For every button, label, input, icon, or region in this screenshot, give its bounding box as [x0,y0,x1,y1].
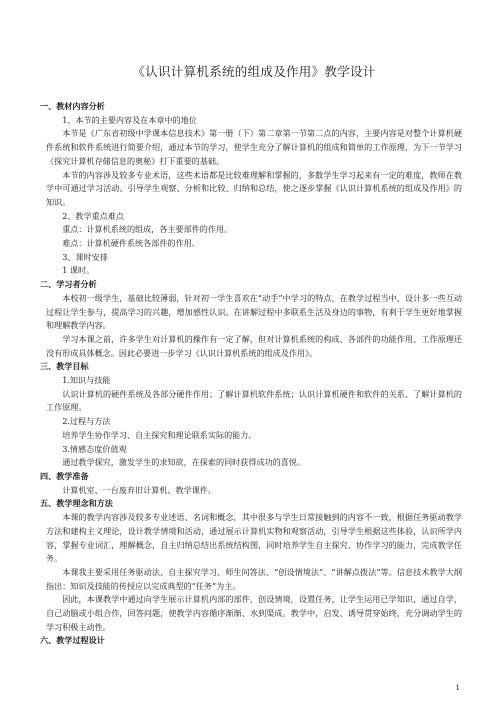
section-heading: 五、教学理念和方法 [40,498,113,509]
paragraph: 重点：计算机系统的组成，各主要部件的作用。 [62,224,233,235]
paragraph: 难点：计算机硬件系统各部件的作用。 [62,238,200,249]
document-body [40,100,462,648]
paragraph: 2.过程与方法 [62,416,111,427]
paragraph: 通过教学探究，激发学生的求知欲，在探索的同时获得成功的喜悦。 [62,457,306,468]
paragraph: 学习本课之前，许多学生对计算机的操作有一定了解，但对计算机系统的构成、各部件的功能作用、工作原理还没有形成具体概念。因此必要进一步学习《认识计算机系统的组成及作用》。 [46,333,462,358]
section-heading: 四、教学准备 [40,470,89,481]
paragraph: 3.情感态度价值观 [62,443,127,454]
paragraph: 本节是《广东省初级中学课本信息技术》第一册（下）第二章第一节第二点的内容，主要内容是对整个计算机硬件系统和软件系统进行简要介绍，通过本节的学习，使学生充分了解计算机的组成和简单的工作原理，为下一节学习《探究计算机存储信息的奥秘》打下重要的基础。 [46,128,462,166]
paragraph: 2、教学重点难点 [62,210,124,221]
section-heading: 三、教学目标 [40,361,89,372]
paragraph: 本节的内容涉及较多专业术语，这些术语都是比较难理解和掌握的，多数学生学习起来有一定的难度，教师在教学中可通过学习活动、引导学生观察、分析和比较、归纳和总结，使之逐步掌握《认识计算机系统的组成及作用》的知识。 [46,169,462,207]
section-heading: 六、教学过程设计 [40,635,105,646]
paragraph: 本校初一级学生，基础比较薄弱，针对初一学生喜欢在“动手”中学习的特点，在教学过程当中，设计多一些互动过程让学生参与，提高学习的兴趣，增加感性认识。在讲解过程中多联系生活及身边的事物，有利于学生更好地掌握和理解教学内容。 [46,292,462,331]
document-title: 《认识计算机系统的组成及作用》教学设计 [132,64,376,79]
paragraph: 认识计算机的硬件系统及各部分硬件作用；了解计算机软件系统；认识计算机硬件和软件的关系、了解计算机的工作原理。 [46,388,462,413]
paragraph: 1、本节的主要内容及在本章中的地位 [62,114,197,125]
paragraph: 因此，本课教学中通过向学生展示计算机内部的部件，创设情境，设置任务，让学生运用已学知识，通过自学，自己动脑或小组合作，回答问题，使教学内容循序渐渐、水到渠成。教学中，启发、诱导贯穿始终，充分调动学生的学习积极主动性。 [46,594,462,632]
section-heading: 一、教材内容分析 [40,101,105,111]
paragraph: 计算机室、一台废弃旧计算机、教学课件。 [62,484,216,495]
paragraph: 本课我主要采用任务驱动法、自主探究学习、师生问答法、“创设情境法”、“讲解点拨法”等。信息技术教学大纲指出：知识及技能的传授应以完成典型的“任务”为主。 [46,566,462,591]
paragraph: 培养学生协作学习、自主探究和理论联系实际的能力。 [62,429,257,440]
paragraph: 1 课时。 [62,265,95,276]
paragraph: 1.知识与技能 [62,375,111,386]
section-heading: 二、学习者分析 [40,279,97,290]
page-number: 1 [455,684,460,692]
paragraph: 3、课时安排 [62,251,108,262]
paragraph: 本课的教学内容涉及较多专业述语、名词和概念，其中很多与学生日常接触到的内容不一致，根据任务驱动教学方法和建构主义理论，设计教学情境和活动，通过展示计算机实物和观察活动，引导学生根据这些体验，认识所学内容，掌握专业词汇，理解概念，自主归纳总结出系统结构图，同时培养学生自主探究、协作学习的能力，完成教学任务。 [46,512,462,564]
